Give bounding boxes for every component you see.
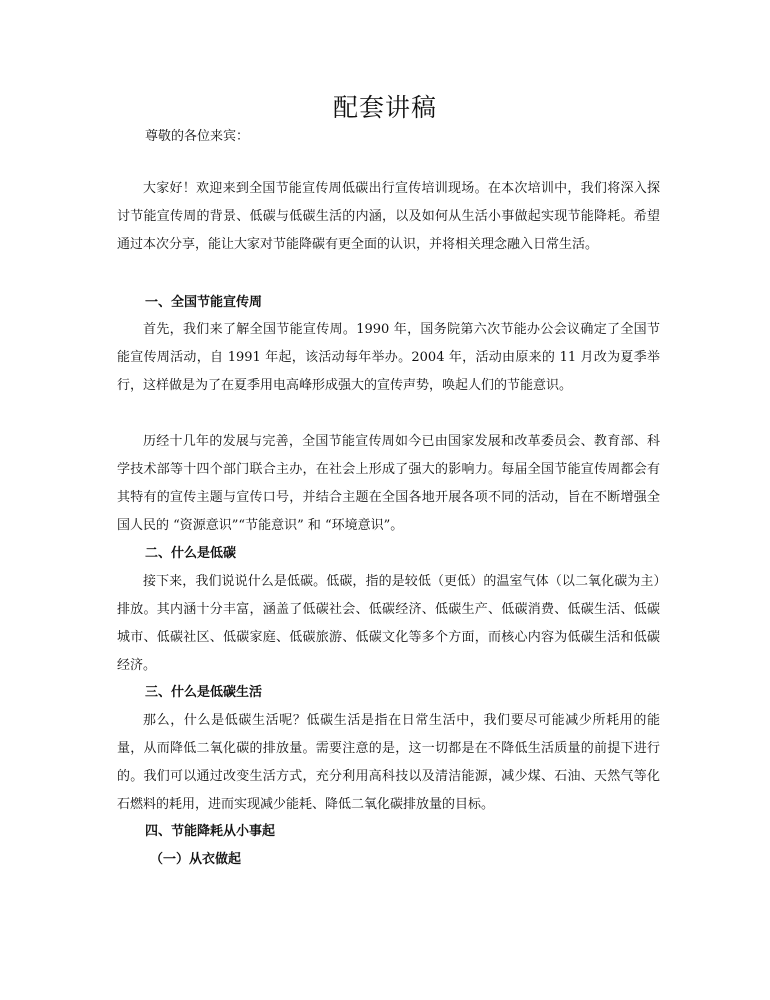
section-3-heading: 三、什么是低碳生活 xyxy=(145,685,263,700)
section-4-subheading-1: （一）从衣做起 xyxy=(150,852,242,867)
greeting: 尊敬的各位来宾： xyxy=(145,129,250,144)
section-2-paragraph-1: 接下来，我们说说什么是低碳。低碳，指的是较低（更低）的温室气体（以二氧化碳为主）排放。其内涵十分丰富，涵盖了低碳社会、低碳经济、低碳生产、低碳消费、低碳生活、低碳城市、低碳社区、低碳家庭、低碳旅游、低碳文化等多个方面，而核心内容为低碳生活和低碳经济。 xyxy=(117,574,660,673)
section-1-heading: 一、全国节能宣传周 xyxy=(145,295,263,310)
section-2-heading: 二、什么是低碳 xyxy=(145,546,237,561)
section-1-paragraph-2: 历经十几年的发展与完善，全国节能宣传周如今已由国家发展和改革委员会、教育部、科学技术部等十四个部门联合主办，在社会上形成了强大的影响力。每届全国节能宣传周都会有其特有的宣传主题与宣传口号，并结合主题在全国各地开展各项不同的活动，旨在不断增强全国人民的 “资源意识”“节能意识” 和 “环境意识”。 xyxy=(117,434,660,533)
intro-paragraph: 大家好！欢迎来到全国节能宣传周低碳出行宣传培训现场。在本次培训中，我们将深入探讨节能宣传周的背景、低碳与低碳生活的内涵，以及如何从生活小事做起实现节能降耗。希望通过本次分享，能让大家对节能降碳有更全面的认识，并将相关理念融入日常生活。 xyxy=(117,181,660,252)
section-3-paragraph-1: 那么，什么是低碳生活呢？低碳生活是指在日常生活中，我们要尽可能减少所耗用的能量，从而降低二氧化碳的排放量。需要注意的是，这一切都是在不降低生活质量的前提下进行的。我们可以通过改变生活方式，充分利用高科技以及清洁能源，减少煤、石油、天然气等化石燃料的耗用，进而实现减少能耗、降低二氧化碳排放量的目标。 xyxy=(117,713,660,812)
section-4-heading: 四、节能降耗从小事起 xyxy=(145,824,276,839)
section-1-paragraph-1: 首先，我们来了解全国节能宣传周。1990 年，国务院第六次节能办公会议确定了全国节能宣传周活动，自 1991 年起，该活动每年举办。2004 年，活动由原来的 11 月改为夏季举行，这样做是为了在夏季用电高峰形成强大的宣传声势，唤起人们的节能意识。 xyxy=(117,322,660,393)
page-title: 配套讲稿 xyxy=(332,93,437,122)
